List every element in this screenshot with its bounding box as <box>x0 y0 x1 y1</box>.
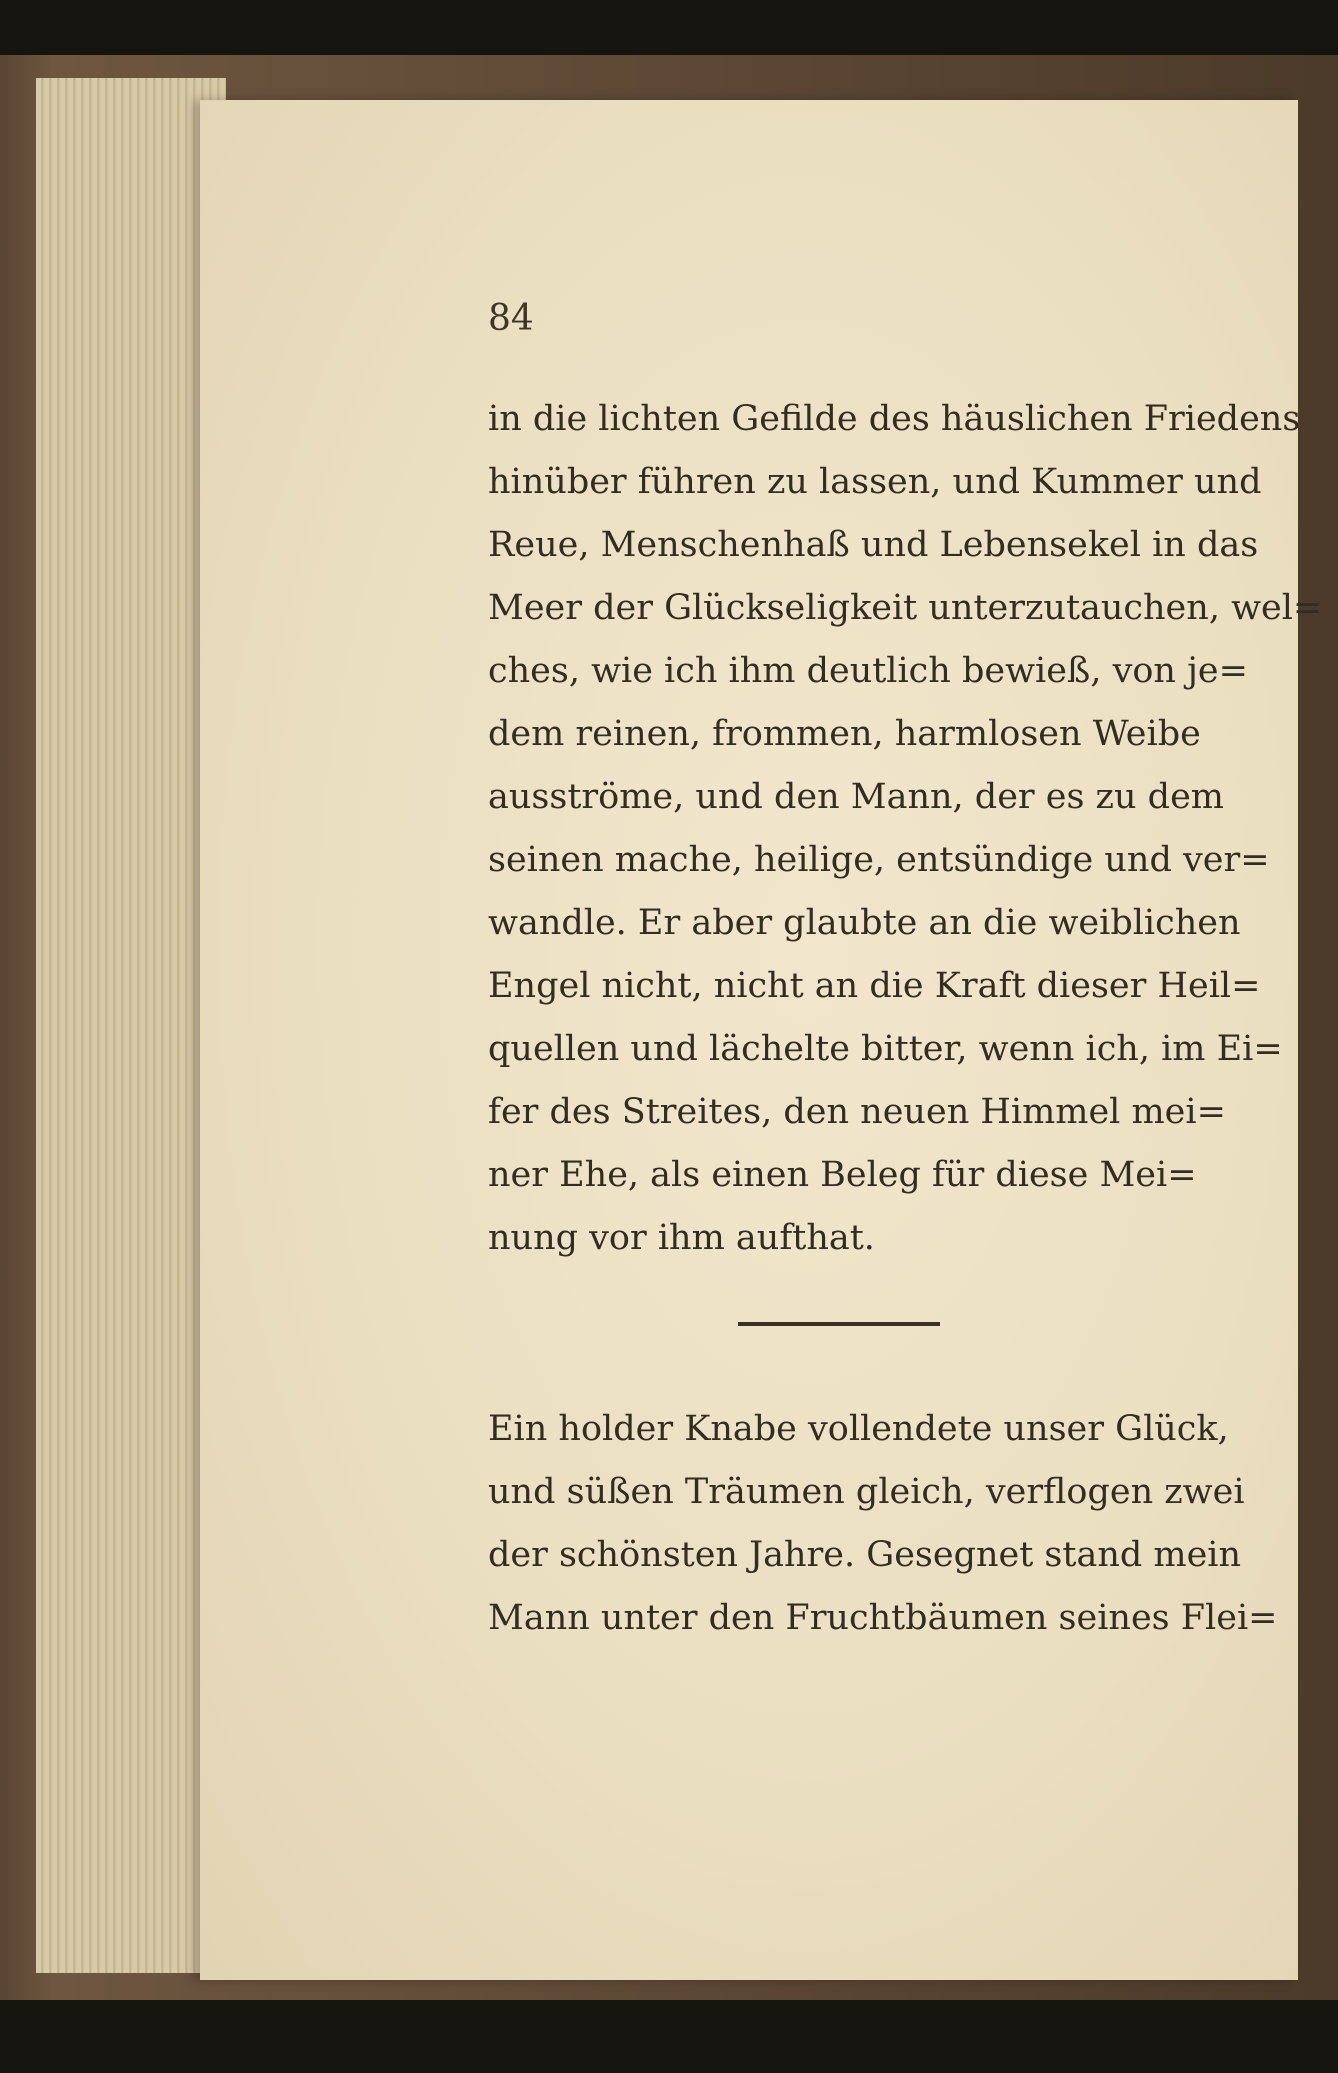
text-line: Meer der Glückseligkeit unterzutauchen, wel= <box>488 588 1323 628</box>
text-line: Mann unter den Fruchtbäumen seines Flei= <box>488 1598 1278 1638</box>
text-line: ches, wie ich ihm deutlich bewieß, von je= <box>488 651 1248 691</box>
text-line: und süßen Träumen gleich, verflogen zwei <box>488 1472 1245 1512</box>
text-line: der schönsten Jahre. Gesegnet stand mein <box>488 1535 1242 1575</box>
text-line: hinüber führen zu lassen, und Kummer und <box>488 462 1262 502</box>
page-edges <box>36 78 226 1973</box>
text-line: ausströme, und den Mann, der es zu dem <box>488 777 1224 817</box>
text-line: fer des Streites, den neuen Himmel mei= <box>488 1092 1226 1132</box>
text-line: seinen mache, heilige, entsündige und ver= <box>488 840 1270 880</box>
text-line: Engel nicht, nicht an die Kraft dieser Heil= <box>488 966 1261 1006</box>
text-line: quellen und lächelte bitter, wenn ich, im Ei= <box>488 1029 1283 1069</box>
page-number: 84 <box>488 298 534 339</box>
text-line: Reue, Menschenhaß und Lebensekel in das <box>488 525 1259 565</box>
text-line: ner Ehe, als einen Beleg für diese Mei= <box>488 1155 1197 1195</box>
text-line: dem reinen, frommen, harmlosen Weibe <box>488 714 1201 754</box>
paragraph-1 <box>488 388 1323 1270</box>
section-separator <box>738 1322 940 1326</box>
text-line: Ein holder Knabe vollendete unser Glück, <box>488 1409 1229 1449</box>
paragraph-2 <box>488 1398 1278 1650</box>
text-line: nung vor ihm aufthat. <box>488 1218 875 1258</box>
text-line: in die lichten Gefilde des häuslichen Friedens <box>488 399 1301 439</box>
text-line: wandle. Er aber glaubte an die weiblichen <box>488 903 1241 943</box>
